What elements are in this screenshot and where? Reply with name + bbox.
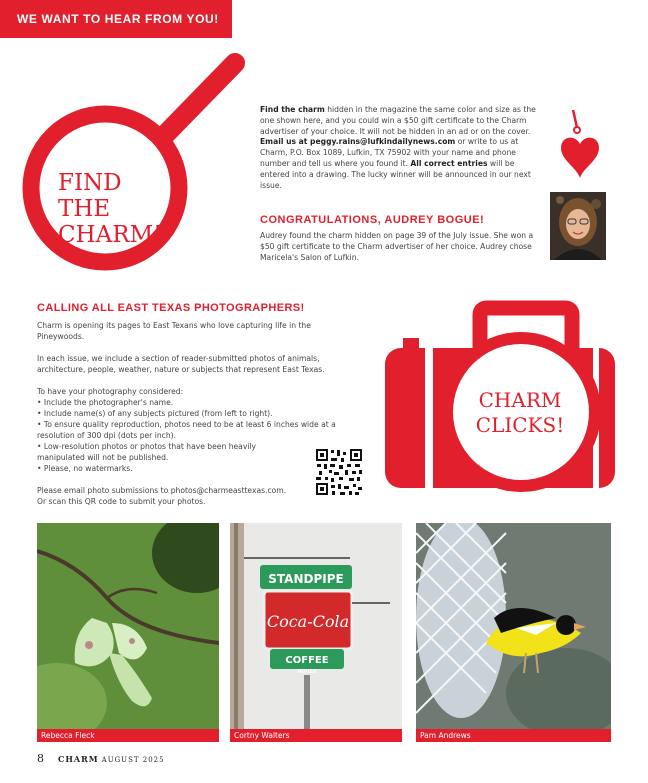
sign-brand-text: Coca-Cola	[266, 612, 350, 631]
photo-luna-moth	[37, 523, 219, 729]
footer-brand: CHARM	[58, 754, 99, 764]
find-the-charm-title: FIND THE CHARM!	[58, 170, 163, 248]
photo-credit-3: Pam Andrews	[416, 729, 611, 742]
qr-code[interactable]	[315, 448, 363, 496]
photographers-heading: CALLING ALL EAST TEXAS PHOTOGRAPHERS!	[37, 302, 305, 314]
section-banner: WE WANT TO HEAR FROM YOU!	[0, 0, 232, 38]
sign-standpipe-text: STANDPIPE	[268, 572, 344, 586]
photo-credit-1: Rebecca Fleck	[37, 729, 219, 742]
photo-coca-cola-sign	[230, 523, 402, 729]
find-charm-instructions: Find the charm hidden in the magazine the same color and size as the one shown here, and you could win a $50 gift certificate to the Charm advertiser of your choice. It will not be hidden in an ad or on the cover. Email us at peggy.rains@lufkindailynews.com or write to us at Charm, P.O. Box 1089, Lufkin, TX 75902 with your name and phone number and tell us where you found it. All correct entries will be entered into a drawing. The lucky winner will be announced in our next issue.	[260, 105, 536, 190]
photo-goldfinch	[416, 523, 611, 729]
footer-date: AUGUST 2025	[101, 756, 165, 764]
photographers-text: Charm is opening its pages to East Texans who love capturing life in the Pineywoods. In each issue, we include a section of reader-submitted photos of animals, architecture, people, weather, nature or subjects that represent East Texas. To have your photography considered: • Include the photographer's name. • Include name(s) of any subjects pictured (from left to right). • To ensure quality reproduction, photos need to be at least 6 inches wide at a resolution of 300 dpi (dots per inch). • Low-resolution photos or photos that have been heavily manipulated will not be published. • Please, no watermarks. Please email photo submissions to photos@charmeasttexas.com. Or scan this QR code to submit your photos.	[37, 321, 336, 506]
sign-house-text: HOUSE	[297, 669, 317, 675]
sign-coffee-text: COFFEE	[285, 655, 329, 666]
heart-charm-icon	[553, 108, 608, 180]
photo-credit-2: Cortny Walters	[230, 729, 402, 742]
winner-photo	[550, 192, 606, 260]
page-footer	[37, 752, 165, 765]
charm-clicks-title: CHARM CLICKS!	[475, 388, 565, 437]
congratulations-text: Audrey found the charm hidden on page 39 of the July issue. She won a $50 gift certificate to the Charm advertiser of her choice. Audrey chose Maricela's Salon of Lufkin.	[260, 231, 534, 262]
congratulations-heading: CONGRATULATIONS, AUDREY BOGUE!	[260, 214, 485, 226]
page-number: 8	[37, 752, 44, 765]
